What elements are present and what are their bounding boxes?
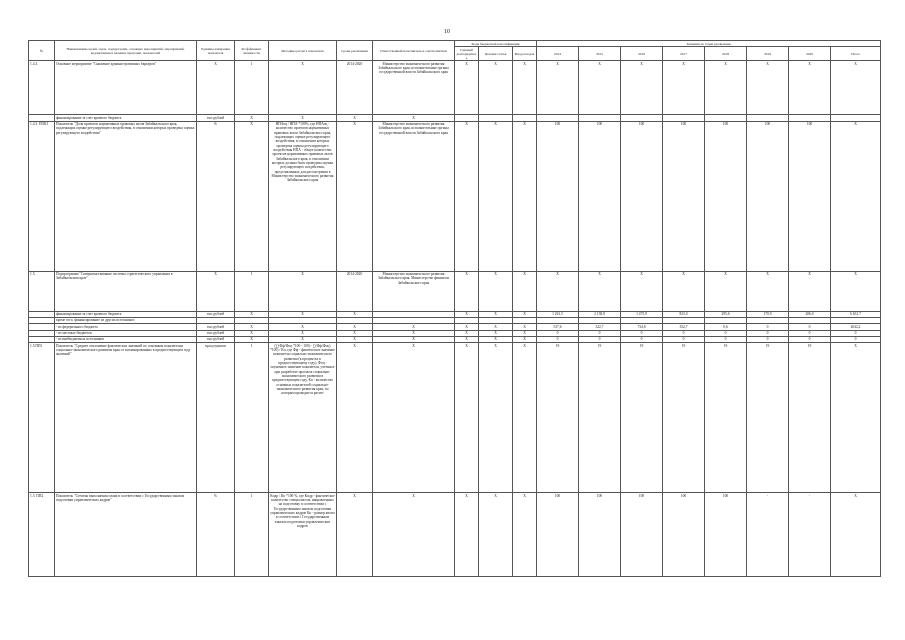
cell-year-value: X <box>621 61 663 115</box>
page-number: 10 <box>444 29 450 35</box>
cell-year-value: 823,0 <box>663 311 705 317</box>
cell-coef: X <box>235 115 269 121</box>
cell-coef: X <box>235 311 269 317</box>
cell-coef: 1 <box>235 61 269 115</box>
cell-year-value: 0 <box>537 330 579 336</box>
table-row <box>29 61 881 115</box>
cell-total: X <box>831 493 881 577</box>
cell-year-value: - <box>747 493 789 577</box>
cell-resp: X <box>373 324 455 330</box>
cell-num: 1.5.ПП1 <box>29 343 55 493</box>
cell-total: 0 <box>831 330 881 336</box>
cell-resp: X <box>373 330 455 336</box>
cell-coef: 1 <box>235 343 269 493</box>
cell-method: X <box>269 336 337 342</box>
cell-year-value: 100 <box>579 493 621 577</box>
cell-expense-type: X <box>513 324 537 330</box>
cell-target-article: X <box>479 336 513 342</box>
cell-target-article: X <box>479 330 513 336</box>
cell-expense-type: X <box>513 330 537 336</box>
cell-term: X <box>337 324 373 330</box>
cell-name: финансирование за счет краевого бюджета <box>55 115 197 121</box>
cell-year-value: 0 <box>621 330 663 336</box>
cell-year-value: X <box>537 61 579 115</box>
cell-coef: X <box>235 330 269 336</box>
header-method: Методика расчета показателя <box>269 41 337 61</box>
cell-target-article: X <box>479 324 513 330</box>
cell-total: X <box>831 271 881 311</box>
cell-num: 1.5. <box>29 271 55 311</box>
cell-main-manager: X <box>455 121 479 271</box>
cell-target-article: X <box>479 311 513 317</box>
cell-target-article: X <box>479 343 513 493</box>
cell-year-value: X <box>621 271 663 311</box>
cell-term: 2014-2020 <box>337 271 373 311</box>
cell-year-value: 100 <box>705 493 747 577</box>
header-year-2018: 2018 <box>705 47 747 61</box>
header-term: Сроки реализации <box>337 41 373 61</box>
cell-year-value: 100 <box>663 493 705 577</box>
cell-name: - из местных бюджетов <box>55 330 197 336</box>
header-year-2020: 2020 <box>789 47 831 61</box>
cell-method: X <box>269 324 337 330</box>
cell-year-value: 19 <box>621 343 663 493</box>
cell-year-value: 1 261,5 <box>537 311 579 317</box>
cell-method: X <box>269 115 337 121</box>
cell-main-manager: X <box>455 493 479 577</box>
cell-method: X <box>269 61 337 115</box>
cell-unit: тыс.рублей <box>197 115 235 121</box>
cell-method: Кпдр / Кп *100 %, где Кпдр - фактическое количество специалистов, направленных на подготовку в соответствии с Государственным заказом подготовки управленческих кадров Кп - размер квоты в соответствии с Государственным заказом подготовки управленческих кадров <box>269 493 337 577</box>
cell-year-value: 0 <box>789 330 831 336</box>
cell-unit: проц.пунктов <box>197 343 235 493</box>
cell-target-article: X <box>479 271 513 311</box>
cell-year-value: 0 <box>537 336 579 342</box>
cell-year-value: 0 <box>705 330 747 336</box>
cell-unit: тыс.рублей <box>197 336 235 342</box>
cell-coef: X <box>235 121 269 271</box>
header-name: Наименование целей, задач, подпрограмм, основных мероприятий, мероприятий, ведомственных целевых программ, показателей <box>55 41 197 61</box>
cell-total: 2042,2 <box>831 324 881 330</box>
cell-main-manager: X <box>455 311 479 317</box>
cell-name: Основное мероприятие "Снижение административных барьеров" <box>55 61 197 115</box>
cell-total: 0 <box>831 336 881 342</box>
cell-unit: тыс.рублей <box>197 324 235 330</box>
header-budget-codes: Коды бюджетной классификации <box>455 41 537 47</box>
cell-year-value: 0 <box>579 336 621 342</box>
cell-resp: X <box>373 115 455 121</box>
cell-year-value: 0 <box>789 324 831 330</box>
cell-target-article: X <box>479 121 513 271</box>
cell-year-value: 322,7 <box>579 324 621 330</box>
cell-year-value: 100 <box>747 121 789 271</box>
cell-main-manager: X <box>455 324 479 330</box>
header-total: Итого <box>831 47 881 61</box>
cell-year-value: 19 <box>789 343 831 493</box>
cell-year-value: 734,8 <box>621 324 663 330</box>
cell-year-value: - <box>789 493 831 577</box>
header-coef: Коэффициент значимости <box>235 41 269 61</box>
cell-unit: % <box>197 493 235 577</box>
cell-year-value: 100 <box>537 493 579 577</box>
cell-method: (∑(Фф/Фоц *100 - 100) - ∑(Фф/Фоц) *100) / Кп, где Фф - фактическое значение показателя социально-экономического развития (в процентах к предшествующему году), Фоц - оценочное значение показателя, учтенное при разработке прогноза социально-экономического развития в предшествующем году, Кп - количество основных показателей социально-экономического развития края, по которым проводится расчет <box>269 343 337 493</box>
cell-year-value: X <box>789 271 831 311</box>
header-year-2014: 2014 <box>537 47 579 61</box>
cell-year-value: X <box>747 61 789 115</box>
cell-term: X <box>337 343 373 493</box>
cell-year-value: X <box>789 61 831 115</box>
cell-year-value: 100 <box>789 121 831 271</box>
cell-unit: % <box>197 121 235 271</box>
cell-name: кроме того, финансирование из других источников: <box>55 317 197 323</box>
cell-num: 1.4.3. <box>29 61 55 115</box>
cell-unit: X <box>197 61 235 115</box>
header-values-by-year: Значения по годам реализации <box>537 41 881 47</box>
cell-year-value: X <box>663 61 705 115</box>
cell-year-value: 0 <box>789 336 831 342</box>
cell-method: НПАоц / НПА *100%, где НПАоц - количество проектов нормативных правовых актов Забайкальского края, подлежащих оценке регулирующего воздействия, в отношении которых проведена оценка регулирующего воздействия НПА - общее количество проектов нормативных правовых актов Забайкальского края, в отношении которых должна быть проведена оценка регулирующего воздействия, представленных для рассмотрения в Министерство экономического развития Забайкальского края <box>269 121 337 271</box>
cell-year-value: 0 <box>747 330 789 336</box>
header-expense-type: Вид расходов <box>513 47 537 61</box>
cell-expense-type: X <box>513 493 537 577</box>
header-year-2017: 2017 <box>663 47 705 61</box>
cell-coef: 1 <box>235 271 269 311</box>
header-resp: Ответственный исполнитель и соисполнители <box>373 41 455 61</box>
cell-year-value: X <box>705 61 747 115</box>
cell-total: X <box>831 121 881 271</box>
cell-resp: Министерство экономического развития Забайкальского края, исполнительные органы государственной власти Забайкальского края <box>373 61 455 115</box>
cell-year-value: 295,6 <box>705 311 747 317</box>
cell-num: 1.4.3. ПОКI <box>29 121 55 271</box>
cell-year-value: 0 <box>579 330 621 336</box>
cell-coef: 1 <box>235 493 269 577</box>
cell-year-value: X <box>537 271 579 311</box>
cell-year-value: 537,6 <box>537 324 579 330</box>
cell-unit: тыс.рублей <box>197 311 235 317</box>
cell-year-value: 100 <box>537 121 579 271</box>
cell-year-value: 19 <box>537 343 579 493</box>
table-row <box>29 121 881 271</box>
cell-year-value: X <box>747 271 789 311</box>
cell-expense-type: X <box>513 271 537 311</box>
cell-year-value: 19 <box>705 343 747 493</box>
cell-name: Подпрограмма "Совершенствование системы стратегического управления в Забайкальском крае" <box>55 271 197 311</box>
cell-year-value: 0 <box>705 336 747 342</box>
cell-target-article: X <box>479 61 513 115</box>
cell-term: X <box>337 121 373 271</box>
cell-year-value: 19 <box>747 343 789 493</box>
cell-unit: тыс.рублей <box>197 330 235 336</box>
cell-year-value: 100 <box>621 121 663 271</box>
cell-year-value: 206,0 <box>789 311 831 317</box>
cell-method: X <box>269 330 337 336</box>
cell-term: X <box>337 493 373 577</box>
cell-expense-type: X <box>513 61 537 115</box>
cell-coef: X <box>235 336 269 342</box>
cell-resp: X <box>373 493 455 577</box>
table-row <box>29 343 881 493</box>
cell-year-value: 100 <box>621 493 663 577</box>
header-num: № <box>29 41 55 61</box>
cell-term: X <box>337 115 373 121</box>
cell-name: Показатель "Среднее отклонение фактических значений по основным показателям социально-экономического развития края от запланированных в предшествующем году значений" <box>55 343 197 493</box>
cell-year-value: 0 <box>747 336 789 342</box>
cell-term: 2014-2020 <box>337 61 373 115</box>
cell-expense-type: X <box>513 336 537 342</box>
cell-target-article: X <box>479 493 513 577</box>
header-main-manager: Главный распорядитель <box>455 47 479 61</box>
cell-year-value: 19 <box>663 343 705 493</box>
cell-main-manager: X <box>455 343 479 493</box>
cell-year-value: 100 <box>705 121 747 271</box>
table-row <box>29 493 881 577</box>
cell-total: X <box>831 61 881 115</box>
cell-main-manager: X <box>455 330 479 336</box>
cell-year-value: 100 <box>663 121 705 271</box>
cell-resp: Министерство экономического развития Забайкальского края, исполнительные органы государственной власти Забайкальского края <box>373 121 455 271</box>
cell-main-manager: X <box>455 61 479 115</box>
cell-resp: X <box>373 336 455 342</box>
cell-name: Показатель "Степень выполнения плана в соответствии с Государственным заказом подготовки управленческих кадров" <box>55 493 197 577</box>
cell-year-value: 0 <box>747 324 789 330</box>
cell-unit: X <box>197 271 235 311</box>
cell-coef: X <box>235 324 269 330</box>
cell-name: Показатель "Доля проектов нормативных правовых актов Забайкальского края, подлежащих оценке регулирующего воздействия, в отношении которых проведена оценка регулирующего воздействия" <box>55 121 197 271</box>
header-target-article: Целевая статья <box>479 47 513 61</box>
cell-year-value: 352,7 <box>663 324 705 330</box>
cell-year-value: X <box>705 271 747 311</box>
cell-year-value: 0 <box>663 330 705 336</box>
cell-main-manager: X <box>455 336 479 342</box>
cell-resp: Министерство экономического развития Забайкальского края, Министерство финансов Забайкальского края <box>373 271 455 311</box>
cell-name: финансирование за счет краевого бюджета <box>55 311 197 317</box>
cell-method: X <box>269 311 337 317</box>
cell-expense-type: X <box>513 121 537 271</box>
header-year-2015: 2015 <box>579 47 621 61</box>
cell-expense-type: X <box>513 343 537 493</box>
cell-year-value: X <box>579 271 621 311</box>
cell-num: 1.5. ПП2 <box>29 493 55 577</box>
header-year-2016: 2016 <box>621 47 663 61</box>
cell-total: 6 631,7 <box>831 311 881 317</box>
cell-name: - из федерального бюджета <box>55 324 197 330</box>
header-unit: Единица измерения показателя <box>197 41 235 61</box>
cell-year-value: 2 138,8 <box>579 311 621 317</box>
cell-term: X <box>337 330 373 336</box>
cell-method: X <box>269 271 337 311</box>
program-table <box>28 40 881 577</box>
cell-year-value: 1 475,9 <box>621 311 663 317</box>
cell-term: X <box>337 311 373 317</box>
cell-year-value: X <box>579 61 621 115</box>
cell-main-manager: X <box>455 271 479 311</box>
cell-term: X <box>337 336 373 342</box>
cell-year-value: 19 <box>579 343 621 493</box>
cell-year-value: X <box>663 271 705 311</box>
cell-name: - из внебюджетных источников <box>55 336 197 342</box>
cell-year-value: 0 <box>621 336 663 342</box>
cell-year-value: 170,9 <box>747 311 789 317</box>
cell-resp: X <box>373 343 455 493</box>
cell-total: X <box>831 343 881 493</box>
cell-year-value: 0 <box>663 336 705 342</box>
header-year-2019: 2019 <box>747 47 789 61</box>
cell-year-value: 0,6 <box>705 324 747 330</box>
cell-year-value: 100 <box>579 121 621 271</box>
cell-expense-type: X <box>513 311 537 317</box>
table-row <box>29 271 881 311</box>
